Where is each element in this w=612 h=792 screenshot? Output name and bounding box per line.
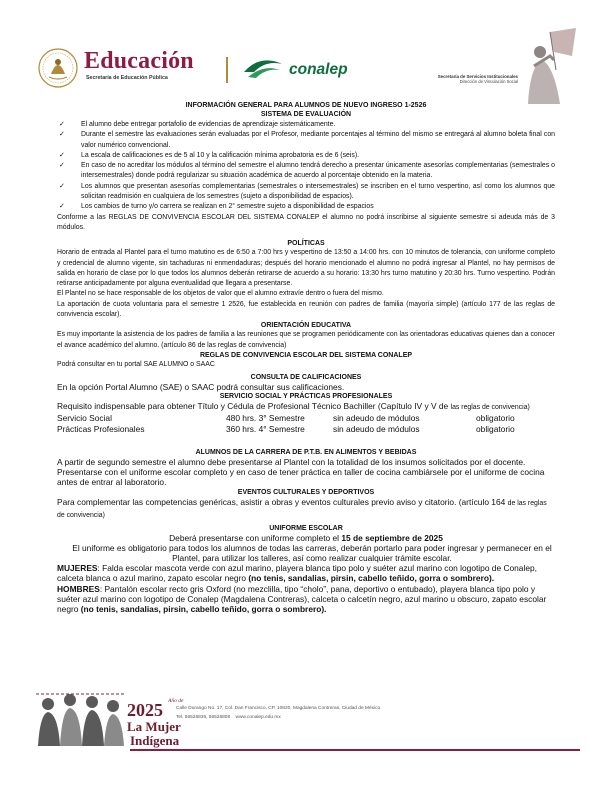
hombres-restrictions: (no tenis, sandalias, pirsin, cabello teñido, gorra o sombrero). xyxy=(80,603,327,614)
list-item xyxy=(57,182,555,203)
list-item-text: Durante el semestre las evaluaciones serán evaluadas por el Profesor, mediante porcentajes al término del mismo se entregará al alumno boleta final con valor numérico convencional. xyxy=(81,131,555,149)
footer-year-line-3: Indígena xyxy=(130,733,180,748)
section-title-eventos: EVENTOS CULTURALES Y DEPORTIVOS xyxy=(237,488,375,496)
eventos-paragraph xyxy=(57,497,555,521)
department-line-2: Dirección de Vinculación Social xyxy=(459,79,518,84)
eventos-text-a: Para complementar las competencias genéricas, asistir a obras y eventos culturales previo aviso y citatorio. (artículo 164 xyxy=(57,496,506,507)
hombres-text: : Pantalón escolar recto gris Oxford (no mezclilla, tipo “cholo”, pana, deportivo o entubado), playera blanca tipo polo y suéter azul marino con logotipo de Conalep (Magdalena Contreras), calceta o calcetín negro, azul marino u obscuro, zapato escolar negro xyxy=(57,583,547,614)
partner-logo-text: conalep xyxy=(289,61,348,78)
page-header xyxy=(0,0,612,100)
check-bullet-icon: ✓ xyxy=(59,121,65,128)
table-row xyxy=(57,413,555,423)
table-row xyxy=(57,424,555,434)
brand-subtitle: Secretaría de Educación Pública xyxy=(86,75,168,81)
uniforme-paragraph: El uniforme es obligatorio para todos los alumnos de todas las carreras, deberán portarlo para poder ingresar y permanecer en el Plantel, para utilizar los talleres, así como realizar cualquier trámite escolar. xyxy=(72,543,552,564)
evaluation-note: Conforme a las REGLAS DE CONVIVENCIA ESCOLAR DEL SISTEMA CONALEP el alumno no podrá inscribirse al siguiente semestre si adeuda más de 3 módulos. xyxy=(57,213,555,231)
list-item xyxy=(57,202,555,212)
check-bullet-icon: ✓ xyxy=(59,131,65,139)
conalep-logo-icon xyxy=(240,52,286,82)
servicio-name: Servicio Social xyxy=(57,413,112,424)
footer-website: www.conalep.edu.mx xyxy=(235,715,281,720)
list-item xyxy=(57,120,555,130)
uniforme-date-line xyxy=(57,533,555,543)
footer-year: 2025 xyxy=(127,700,163,720)
uniforme-date: 15 de septiembre de 2025 xyxy=(341,533,443,544)
header-divider xyxy=(226,57,228,83)
page-footer xyxy=(0,678,612,792)
list-item xyxy=(57,161,555,182)
servicio-text-b: las reglas de convivencia) xyxy=(450,404,530,412)
section-title-politicas: POLÍTICAS xyxy=(287,240,325,248)
politicas-paragraph-3: La aportación de cuota voluntaria para el semestre 1 2526, fue establecida en reunión con padres de familia (mayoría simple) (artículo 177 de las reglas de convivencia escolar). xyxy=(57,300,555,319)
politicas-paragraph-2: El Plantel no se hace responsable de los objetos de valor que el alumno extravíe dentro o fuera del mismo. xyxy=(57,290,384,298)
list-item-text: En caso de no acreditar los módulos al término del semestre el alumno tendrá derecho a presentar únicamente asesorías complementarias (semestrales o intersemestrales) donde podrá regularizar su situación académica de acuerdo al porcentaje obtenido en la materia. xyxy=(81,162,555,180)
servicio-paragraph xyxy=(57,401,555,413)
check-bullet-icon: ✓ xyxy=(59,151,65,159)
footer-phone: Tel. 56526835, 56526808 xyxy=(176,715,231,720)
uniforme-mujeres xyxy=(57,563,555,583)
department-line-1: Secretaría de Servicios Institucionales xyxy=(437,74,518,79)
eventos-text-b: de las reglas de convivencia) xyxy=(57,499,547,519)
evaluation-list xyxy=(57,120,555,213)
servicio-condition: sin adeudo de módulos xyxy=(333,413,420,424)
uniforme-hombres xyxy=(57,584,555,614)
ptb-paragraph-2: Presentarse con el uniforme escolar completo y en caso de tener práctica en taller de cocina cambiársele por el uniforme de cocina antes de entrar al laboratorio. xyxy=(57,466,545,487)
consulta-paragraph: En la opción Portal Alumno (SAE) o SAAC podrá consultar sus calificaciones. xyxy=(57,382,345,393)
check-bullet-icon: ✓ xyxy=(59,203,65,211)
list-item xyxy=(57,151,555,161)
national-seal-icon xyxy=(38,48,78,88)
list-item-text: La escala de calificaciones es de 5 al 10 y la calificación mínima aprobatoria es de 6 (seis). xyxy=(81,151,360,159)
servicio-requirement: obligatorio xyxy=(476,423,515,434)
footer-year-line-2: La Mujer xyxy=(127,719,181,734)
section-title-orientacion: ORIENTACIÓN EDUCATIVA xyxy=(260,322,352,330)
brand-title: Educación xyxy=(84,48,194,74)
list-item xyxy=(57,130,555,151)
check-bullet-icon: ✓ xyxy=(59,182,65,190)
mujeres-label: MUJERES xyxy=(57,563,98,574)
department-block xyxy=(410,74,518,84)
section-title-servicio: SERVICIO SOCIAL Y PRÁCTICAS PROFESIONALES xyxy=(219,393,393,401)
indigenous-women-illustration-icon xyxy=(34,688,126,746)
check-bullet-icon: ✓ xyxy=(59,162,65,170)
uniforme-date-text: Deberá presentarse con uniforme completo el xyxy=(169,533,340,544)
servicio-condition: sin adeudo de módulos xyxy=(333,423,420,434)
footer-contact xyxy=(176,704,382,722)
footer-rule xyxy=(130,749,580,751)
section-title-evaluacion: SISTEMA DE EVALUACIÓN xyxy=(260,111,352,118)
reglas-paragraph: Podrá consultar en tu portal SAE ALUMNO o SAAC xyxy=(57,360,215,368)
document-title: INFORMACIÓN GENERAL PARA ALUMNOS DE NUEVO INGRESO 1-2526 xyxy=(185,102,427,109)
orientacion-paragraph: Es muy importante la asistencia de los padres de familia a las reuniones que se programen periódicamente con las orientadoras educativas quienes dan a conocer el avance académico del alumno. (artículo 86 de las reglas de convivencia) xyxy=(57,331,555,349)
section-title-consulta: CONSULTA DE CALIFICACIONES xyxy=(250,374,362,382)
section-title-reglas: REGLAS DE CONVIVENCIA ESCOLAR DEL SISTEMA CONALEP xyxy=(199,351,413,359)
servicio-hours: 480 hrs. 3° Semestre xyxy=(226,413,305,424)
section-title-uniforme: UNIFORME ESCOLAR xyxy=(269,525,343,533)
list-item-text: Los cambios de turno y/o carrera se realizan en 2° semestre sujeto a disponibilidad de espacios xyxy=(81,203,374,211)
footer-contact-line xyxy=(176,713,382,722)
section-title-ptb: ALUMNOS DE LA CARRERA DE P.T.B. EN ALIMENTOS Y BEBIDAS xyxy=(195,448,417,456)
mujeres-restrictions: (no tenis, sandalias, pirsin, cabello teñido, gorra o sombrero). xyxy=(248,573,495,584)
servicio-text-a: Requisito indispensable para obtener Título y Cédula de Profesional Técnico Bachiller (Capítulo IV y V de xyxy=(57,401,449,412)
politicas-paragraph-1: Horario de entrada al Plantel para el turno matutino es de 6:50 a 7:00 hrs y vespertino de 13:50 a 14:00 hrs. con 10 minutos de tolerancia, con uniforme completo y credencial de alumno vigente, sin tachaduras ni enmendaduras; después del horario mencionado el alumno no podrá ingresar al Plantel, no hay permisos de salida en horario de clase por lo que todos los alumnos deberán retirarse de acuerdo a su horario: 13:30 hrs turno matutino y 20:30 hrs. Turno vespertino. Podrán retirarse anticipadamente por alguna eventualidad que llegara a presentarse. xyxy=(57,249,555,288)
footer-year-caption: Año de xyxy=(168,698,184,704)
hombres-label: HOMBRES xyxy=(57,583,100,594)
heroine-figure-icon xyxy=(520,26,580,104)
servicio-hours: 360 hrs. 4° Semestre xyxy=(226,423,305,434)
list-item-text: Los alumnos que presentan asesorías complementarias (semestrales o intersemestrales) se inscriben en el turno vespertino, así como los alumnos que solicitan readmisión en cualquiera de los semestres (sujeto a disponibilidad de espacios). xyxy=(81,182,555,201)
footer-address: Calle Durango No. 17, Col. Dan Francisco, CP. 10820, Magdalena Contreras, Ciudad de México. xyxy=(176,706,382,711)
servicio-requirement: obligatorio xyxy=(476,413,515,424)
servicio-name: Prácticas Profesionales xyxy=(57,423,145,434)
document-body xyxy=(57,100,555,614)
list-item-text: El alumno debe entregar portafolio de evidencias de aprendizaje sistemáticamente. xyxy=(81,121,336,128)
mujeres-text: : Falda escolar mascota verde con azul marino, playera blanca tipo polo y suéter azul marino con logotipo de Conalep, calceta blanca o azul marino, zapato escolar negro xyxy=(57,563,537,584)
ptb-paragraph-1: A partir de segundo semestre el alumno debe presentarse al Plantel con la totalidad de los insumos solicitados por el docente. xyxy=(57,456,526,467)
